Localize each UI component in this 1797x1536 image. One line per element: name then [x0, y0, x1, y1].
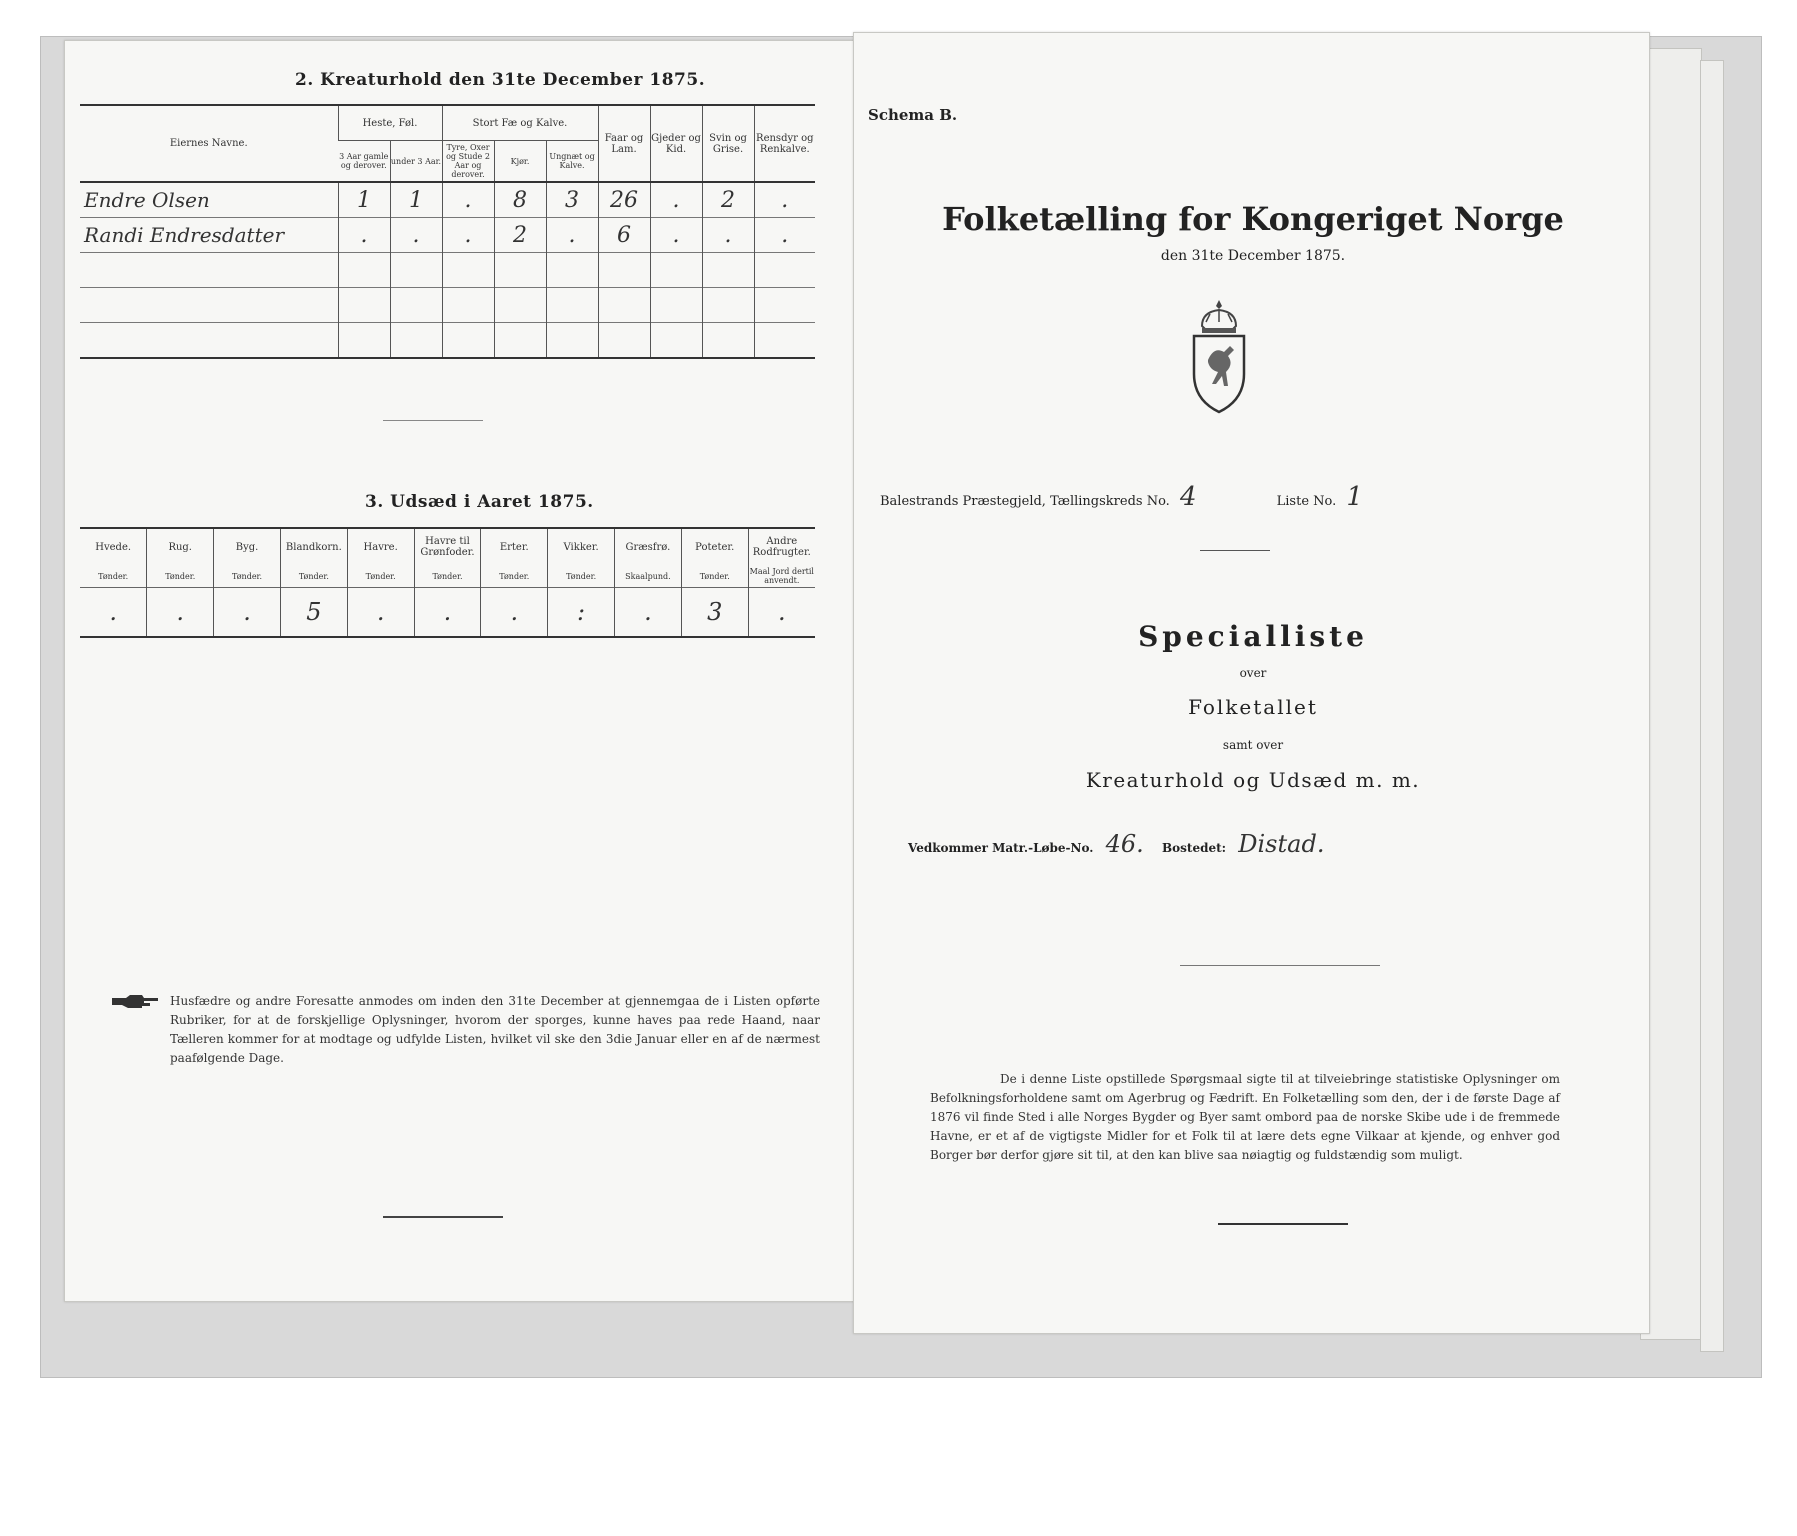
owner-name: Randi Endresdatter [80, 218, 338, 253]
unit-header: Tønder. [280, 565, 347, 588]
group-header: Stort Fæ og Kalve. [442, 105, 598, 141]
cell: . [546, 218, 598, 253]
col-header: Havre. [347, 528, 414, 565]
unit-header: Tønder. [548, 565, 615, 588]
over-text: over [1239, 666, 1267, 680]
unit-header: Tønder. [681, 565, 748, 588]
cell: . [481, 588, 548, 638]
matr-number: 46. [1105, 830, 1144, 858]
pointing-hand-icon [110, 992, 160, 1012]
unit-header: Tønder. [414, 565, 481, 588]
cell: 3 [681, 588, 748, 638]
divider [383, 420, 483, 421]
group-header: Svin og Grise. [702, 105, 754, 182]
sub-header: Ungnæt og Kalve. [546, 141, 598, 183]
cell: . [650, 218, 702, 253]
unit-header: Tønder. [214, 565, 281, 588]
col-header: Græsfrø. [615, 528, 682, 565]
col-header: Havre til Grønfoder. [414, 528, 481, 565]
col-header: Rug. [147, 528, 214, 565]
table-row [80, 588, 815, 638]
table-row [80, 182, 815, 218]
group-header: Heste, Føl. [338, 105, 442, 141]
unit-header: Tønder. [347, 565, 414, 588]
unit-header: Tønder. [481, 565, 548, 588]
empty-row [80, 253, 815, 288]
kreaturhold-table [80, 104, 815, 359]
col-header: Poteter. [681, 528, 748, 565]
unit-header: Tønder. [98, 571, 129, 581]
unit-header: Maal Jord dertil anvendt. [748, 565, 815, 588]
udsaed-table [80, 527, 815, 638]
col-header: Vikker. [548, 528, 615, 565]
cell: . [442, 218, 494, 253]
unit-header: Tønder. [147, 565, 214, 588]
cell: . [390, 218, 442, 253]
col-header: Blandkorn. [280, 528, 347, 565]
cell: . [147, 588, 214, 638]
cell: 26 [598, 182, 650, 218]
cell: 2 [702, 182, 754, 218]
cell: 8 [494, 182, 546, 218]
col-header: Byg. [214, 528, 281, 565]
section-3-title: 3. Udsæd i Aaret 1875. [365, 492, 594, 512]
bosted-value: Distad. [1238, 830, 1325, 858]
main-title: Folketælling for Kongeriget Norge [942, 200, 1564, 238]
divider [1218, 1223, 1348, 1225]
col-header: Hvede. [95, 541, 132, 553]
bosted-label: Bostedet: [1162, 841, 1227, 855]
empty-row [80, 288, 815, 323]
divider [383, 1216, 503, 1218]
cell: 6 [598, 218, 650, 253]
divider [1180, 965, 1380, 966]
liste-label: Liste No. [1276, 494, 1337, 509]
group-header: Rensdyr og Renkalve. [754, 105, 815, 182]
matr-label: Vedkommer Matr.-Løbe-No. [908, 841, 1094, 855]
unit-header: Skaalpund. [615, 565, 682, 588]
table-row [80, 218, 815, 253]
liste-number: 1 [1346, 482, 1363, 512]
cell: : [548, 588, 615, 638]
sub-header: Kjør. [494, 141, 546, 183]
cell: 3 [546, 182, 598, 218]
cell: 5 [280, 588, 347, 638]
cell: . [214, 588, 281, 638]
cell: . [442, 182, 494, 218]
cell: . [754, 218, 815, 253]
sub-header: under 3 Aar. [390, 141, 442, 183]
district-line [880, 482, 1369, 512]
cell: . [80, 588, 147, 638]
cell: . [650, 182, 702, 218]
page-edge [1700, 60, 1724, 1352]
schema-label: Schema B. [868, 106, 958, 124]
col-header: Andre Rodfrugter. [748, 528, 815, 565]
specialliste-heading: Specialliste [1138, 620, 1368, 653]
instruction-note: Husfædre og andre Foresatte anmodes om inden den 31te December at gjennemgaa de i Listen opførte Rubriker, for at de forskjellige Oplysninger, hvorom der sporges, kunne haves paa rede Haand, naar Tælleren kommer for at modtage og udfylde Listen, hvilket vil ske den 3die Januar eller en af de nærmest paafølgende Dage. [170, 994, 820, 1065]
prestegjeld-label: Balestrands Præstegjeld, Tællingskreds No. [880, 494, 1170, 509]
col-header: Erter. [481, 528, 548, 565]
cell: . [754, 182, 815, 218]
folketallet-heading: Folketallet [1188, 695, 1318, 719]
kreaturhold-heading: Kreaturhold og Udsæd m. m. [1085, 768, 1421, 792]
census-date: den 31te December 1875. [1160, 248, 1346, 264]
empty-row [80, 323, 815, 359]
krets-number: 4 [1179, 482, 1197, 512]
divider [1200, 550, 1270, 551]
cell: 1 [338, 182, 390, 218]
group-header: Gjeder og Kid. [650, 105, 702, 182]
sub-header: Tyre, Oxer og Stude 2 Aar og derover. [442, 141, 494, 183]
samt-over-text: samt over [1222, 738, 1284, 752]
footer-text: De i denne Liste opstillede Spørgsmaal sigte til at tilveiebringe statistiske Oplysninger om Befolkningsforholdene samt om Agerbrug og Fædrift. En Folketælling som den, der i de første Dage af 1876 vil finde Sted i alle Norges Bygder og Byer samt ombord paa de norske Skibe ude i de fremmede Havne, er et af de vigtigste Midler for et Folk til at lære dets egne Vilkaar at kjende, og enhver god Borger bør derfor gjøre sit til, at den kan blive saa nøiagtig og fuldstændig som muligt. [930, 1072, 1560, 1162]
cell: . [414, 588, 481, 638]
cell: 2 [494, 218, 546, 253]
cell: . [615, 588, 682, 638]
coat-of-arms-icon [1186, 298, 1252, 416]
owner-header: Eiernes Navne. [169, 138, 248, 149]
section-2-title: 2. Kreaturhold den 31te December 1875. [295, 70, 706, 90]
owner-name: Endre Olsen [80, 182, 338, 218]
cell: . [748, 588, 815, 638]
cell: . [347, 588, 414, 638]
group-header: Faar og Lam. [598, 105, 650, 182]
cell: 1 [390, 182, 442, 218]
cell: . [702, 218, 754, 253]
cell: . [338, 218, 390, 253]
matrikkel-line [908, 830, 1338, 858]
sub-header: 3 Aar gamle og derover. [338, 141, 390, 183]
